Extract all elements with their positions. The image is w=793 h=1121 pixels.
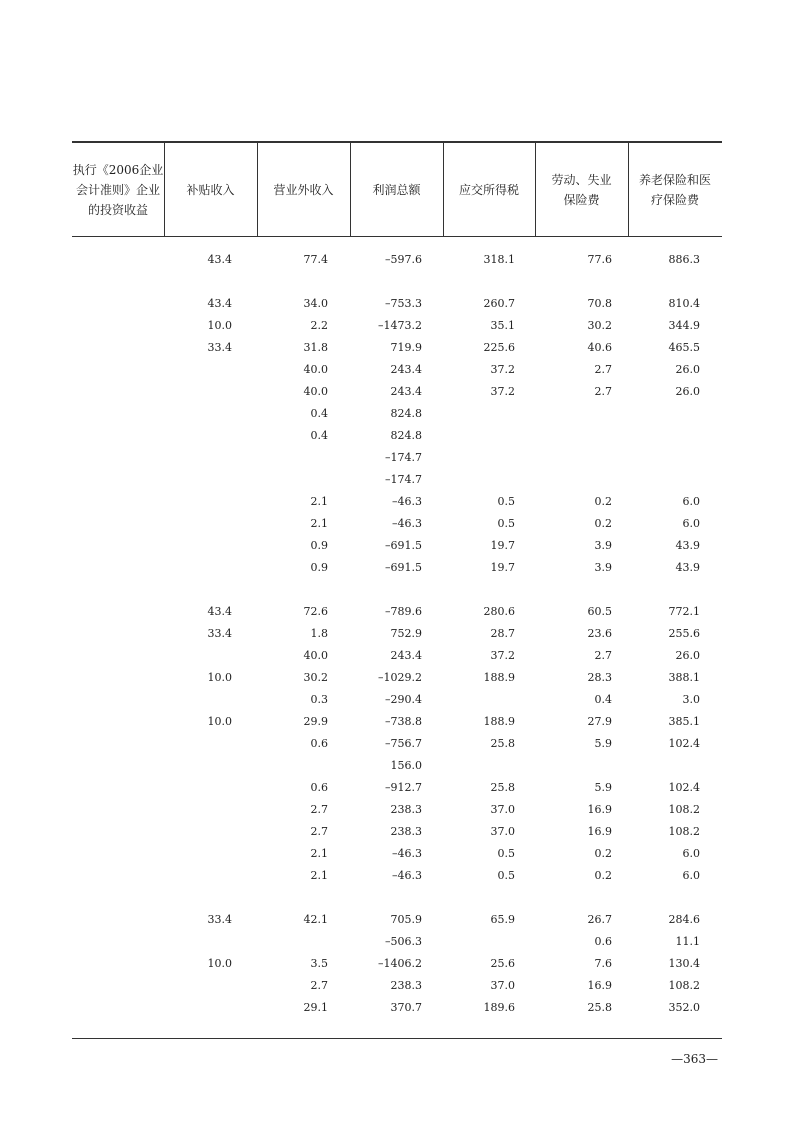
table-cell: 43.9 <box>675 539 700 552</box>
table-cell: 2.2 <box>310 319 328 332</box>
table-cell: 705.9 <box>390 913 422 926</box>
table-row <box>72 361 722 379</box>
table-cell: 352.0 <box>668 1001 700 1014</box>
table-row <box>72 999 722 1017</box>
table-cell: 16.9 <box>587 803 612 816</box>
table-cell: 2.1 <box>310 869 328 882</box>
table-cell: 108.2 <box>668 803 700 816</box>
table-cell: 6.0 <box>682 495 700 508</box>
table-row <box>72 493 722 511</box>
table-cell: –756.7 <box>385 737 422 750</box>
table-cell: 0.4 <box>310 407 328 420</box>
table-cell: 344.9 <box>668 319 700 332</box>
table-cell: 31.8 <box>303 341 328 354</box>
header-subsidy-income: 补贴收入 <box>186 182 235 197</box>
table-cell: 108.2 <box>668 979 700 992</box>
table-row <box>72 537 722 555</box>
table-cell: 28.3 <box>587 671 612 684</box>
table-cell: –290.4 <box>385 693 422 706</box>
table-cell: 1.8 <box>310 627 328 640</box>
table-cell: –46.3 <box>392 517 422 530</box>
table-cell: 37.0 <box>490 803 515 816</box>
table-cell: 810.4 <box>668 297 700 310</box>
table-cell: 2.7 <box>594 385 612 398</box>
table-cell: 0.5 <box>497 869 515 882</box>
table-cell: –46.3 <box>392 869 422 882</box>
table-cell: 5.9 <box>594 781 612 794</box>
table-cell: 318.1 <box>483 253 515 266</box>
table-cell: 284.6 <box>668 913 700 926</box>
table-row <box>72 603 722 621</box>
table-cell: –1029.2 <box>378 671 422 684</box>
table-cell: 6.0 <box>682 869 700 882</box>
table-cell: 33.4 <box>207 913 232 926</box>
table-cell: 2.1 <box>310 517 328 530</box>
table-cell: –691.5 <box>385 539 422 552</box>
table-cell: 2.1 <box>310 495 328 508</box>
table-row <box>72 779 722 797</box>
header-total-profit: 利润总额 <box>372 182 421 197</box>
table-cell: 0.6 <box>310 737 328 750</box>
table-cell: 10.0 <box>207 957 232 970</box>
table-cell: 40.0 <box>303 649 328 662</box>
table-cell: 0.5 <box>497 847 515 860</box>
table-cell: 26.7 <box>587 913 612 926</box>
table-cell: 772.1 <box>668 605 700 618</box>
table-cell: 0.6 <box>594 935 612 948</box>
table-row <box>72 625 722 643</box>
table-cell: 260.7 <box>483 297 515 310</box>
table-row <box>72 977 722 995</box>
table-row <box>72 515 722 533</box>
page-number: —363— <box>671 1052 718 1066</box>
table-row <box>72 955 722 973</box>
table-cell: 10.0 <box>207 671 232 684</box>
table-cell: 0.2 <box>594 517 612 530</box>
table-cell: 188.9 <box>483 715 515 728</box>
table-cell: 5.9 <box>594 737 612 750</box>
table-row <box>72 691 722 709</box>
table-cell: 0.2 <box>594 847 612 860</box>
table-cell: 26.0 <box>675 649 700 662</box>
table-cell: 19.7 <box>490 561 515 574</box>
table-cell: 156.0 <box>390 759 422 772</box>
table-cell: –753.3 <box>385 297 422 310</box>
table-row <box>72 559 722 577</box>
table-cell: 3.0 <box>682 693 700 706</box>
header-labor-unemployment-insurance: 劳动、失业 保险费 <box>551 172 612 207</box>
table-cell: 6.0 <box>682 847 700 860</box>
bottom-rule <box>72 1038 722 1039</box>
table-cell: 30.2 <box>587 319 612 332</box>
table-header <box>72 141 722 237</box>
table-cell: 238.3 <box>390 825 422 838</box>
table-row <box>72 735 722 753</box>
table-cell: 2.7 <box>310 825 328 838</box>
table-cell: 25.8 <box>490 781 515 794</box>
table-cell: 108.2 <box>668 825 700 838</box>
table-cell: 3.9 <box>594 561 612 574</box>
table-cell: 2.7 <box>594 363 612 376</box>
table-cell: 719.9 <box>390 341 422 354</box>
table-cell: 243.4 <box>390 363 422 376</box>
table-row <box>72 933 722 951</box>
table-cell: 2.7 <box>594 649 612 662</box>
table-cell: 29.9 <box>303 715 328 728</box>
table-cell: 33.4 <box>207 627 232 640</box>
table-cell: 77.4 <box>303 253 328 266</box>
table-cell: 16.9 <box>587 979 612 992</box>
table-row <box>72 845 722 863</box>
table-cell: 25.6 <box>490 957 515 970</box>
table-cell: 388.1 <box>668 671 700 684</box>
table-cell: 37.0 <box>490 825 515 838</box>
table-cell: –912.7 <box>385 781 422 794</box>
table-cell: 102.4 <box>668 781 700 794</box>
table-cell: 35.1 <box>490 319 515 332</box>
table-cell: 30.2 <box>303 671 328 684</box>
table-cell: 37.2 <box>490 649 515 662</box>
table-cell: 65.9 <box>490 913 515 926</box>
table-cell: 130.4 <box>668 957 700 970</box>
table-cell: 0.6 <box>310 781 328 794</box>
table-cell: 42.1 <box>303 913 328 926</box>
table-row <box>72 647 722 665</box>
table-row <box>72 867 722 885</box>
table-cell: 72.6 <box>303 605 328 618</box>
table-row <box>72 317 722 335</box>
table-row <box>72 295 722 313</box>
table-row <box>72 471 722 489</box>
table-cell: 0.9 <box>310 539 328 552</box>
table-row <box>72 823 722 841</box>
table-cell: 3.5 <box>310 957 328 970</box>
table-cell: 29.1 <box>303 1001 328 1014</box>
table-cell: 16.9 <box>587 825 612 838</box>
table-cell: 25.8 <box>587 1001 612 1014</box>
table-cell: 7.6 <box>594 957 612 970</box>
table-cell: 28.7 <box>490 627 515 640</box>
table-row <box>72 669 722 687</box>
table-cell: 40.0 <box>303 363 328 376</box>
table-cell: 25.8 <box>490 737 515 750</box>
table-cell: 43.4 <box>207 297 232 310</box>
table-cell: 243.4 <box>390 649 422 662</box>
table-cell: 3.9 <box>594 539 612 552</box>
table-cell: 0.2 <box>594 869 612 882</box>
table-cell: 385.1 <box>668 715 700 728</box>
table-cell: 0.3 <box>310 693 328 706</box>
table-cell: 189.6 <box>483 1001 515 1014</box>
table-cell: –174.7 <box>385 451 422 464</box>
table-cell: 77.6 <box>587 253 612 266</box>
table-cell: 0.4 <box>310 429 328 442</box>
table-cell: 824.8 <box>390 429 422 442</box>
table-cell: –1473.2 <box>378 319 422 332</box>
table-cell: 2.1 <box>310 847 328 860</box>
table-cell: 43.4 <box>207 605 232 618</box>
table-cell: 37.2 <box>490 385 515 398</box>
table-row <box>72 449 722 467</box>
table-cell: 280.6 <box>483 605 515 618</box>
table-cell: 43.4 <box>207 253 232 266</box>
table-cell: –506.3 <box>385 935 422 948</box>
table-cell: 0.5 <box>497 517 515 530</box>
table-cell: 10.0 <box>207 715 232 728</box>
table-cell: –738.8 <box>385 715 422 728</box>
table-cell: –691.5 <box>385 561 422 574</box>
table-cell: 824.8 <box>390 407 422 420</box>
table-row <box>72 757 722 775</box>
header-pension-medical-insurance: 养老保险和医 疗保险费 <box>638 172 711 207</box>
table-row <box>72 713 722 731</box>
table-cell: 0.2 <box>594 495 612 508</box>
table-cell: 370.7 <box>390 1001 422 1014</box>
table-cell: 11.1 <box>675 935 700 948</box>
table-cell: 40.0 <box>303 385 328 398</box>
table-cell: 43.9 <box>675 561 700 574</box>
table-cell: 886.3 <box>668 253 700 266</box>
table-cell: 0.4 <box>594 693 612 706</box>
table-row <box>72 339 722 357</box>
table-row <box>72 427 722 445</box>
table-cell: 465.5 <box>668 341 700 354</box>
table-cell: 188.9 <box>483 671 515 684</box>
table-cell: 2.7 <box>310 979 328 992</box>
table-cell: –1406.2 <box>378 957 422 970</box>
table-cell: 238.3 <box>390 979 422 992</box>
table-cell: 34.0 <box>303 297 328 310</box>
table-cell: 102.4 <box>668 737 700 750</box>
table-cell: –46.3 <box>392 847 422 860</box>
table-row <box>72 911 722 929</box>
table-cell: 70.8 <box>587 297 612 310</box>
table-cell: 243.4 <box>390 385 422 398</box>
table-cell: 27.9 <box>587 715 612 728</box>
table-cell: 23.6 <box>587 627 612 640</box>
table-cell: –597.6 <box>385 253 422 266</box>
table-cell: 37.0 <box>490 979 515 992</box>
table-cell: 238.3 <box>390 803 422 816</box>
table-row <box>72 801 722 819</box>
table-cell: 0.9 <box>310 561 328 574</box>
table-cell: 255.6 <box>668 627 700 640</box>
table-cell: 26.0 <box>675 385 700 398</box>
header-non-operating-income: 营业外收入 <box>273 182 334 197</box>
header-income-tax-payable: 应交所得税 <box>458 182 519 197</box>
table-row <box>72 383 722 401</box>
table-cell: 225.6 <box>483 341 515 354</box>
table-row <box>72 251 722 269</box>
table-cell: 37.2 <box>490 363 515 376</box>
table-cell: 10.0 <box>207 319 232 332</box>
table-cell: 0.5 <box>497 495 515 508</box>
header-investment-income: 执行《2006企业 会计准则》企业 的投资收益 <box>72 162 164 217</box>
table-cell: 60.5 <box>587 605 612 618</box>
table-cell: 2.7 <box>310 803 328 816</box>
table-cell: –174.7 <box>385 473 422 486</box>
table-cell: 19.7 <box>490 539 515 552</box>
table-cell: 752.9 <box>390 627 422 640</box>
table-cell: –789.6 <box>385 605 422 618</box>
table-cell: 40.6 <box>587 341 612 354</box>
table-cell: 26.0 <box>675 363 700 376</box>
table-cell: –46.3 <box>392 495 422 508</box>
table-row <box>72 405 722 423</box>
table-cell: 6.0 <box>682 517 700 530</box>
table-cell: 33.4 <box>207 341 232 354</box>
